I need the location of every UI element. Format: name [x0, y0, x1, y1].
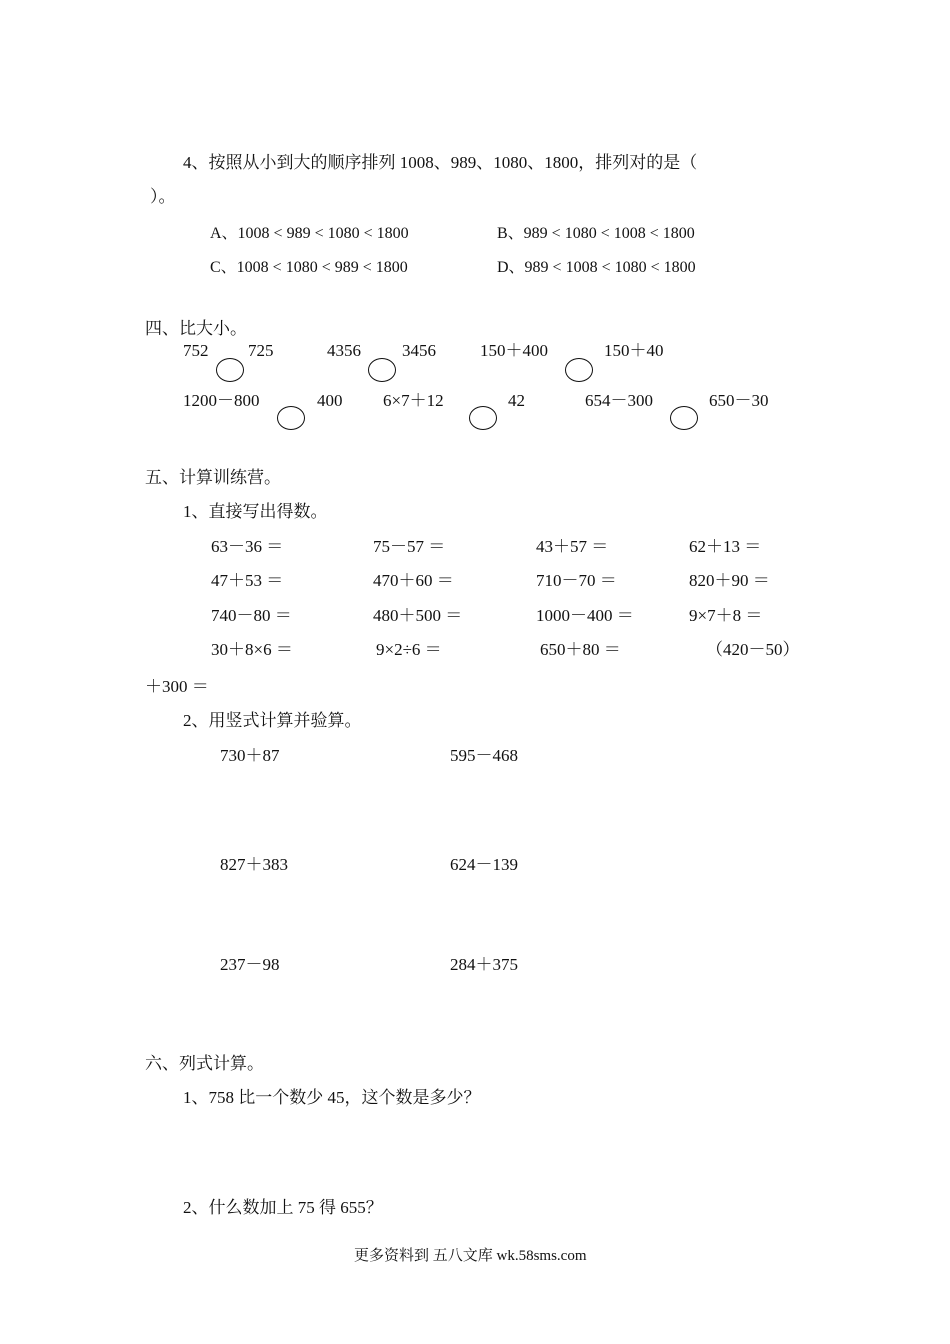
calc-item: （420－50）: [706, 640, 800, 659]
compare-left: 150＋400: [480, 341, 548, 360]
section5-title: 五、计算训练营。: [145, 468, 281, 487]
compare-left: 6×7＋12: [383, 391, 444, 410]
calc-item: 9×2÷6 ＝: [376, 640, 442, 659]
calc-item: 43＋57 ＝: [536, 537, 609, 556]
compare-right: 725: [248, 341, 274, 360]
vertical-calc-item: 284＋375: [450, 955, 518, 974]
calc-item: 470＋60 ＝: [373, 571, 454, 590]
compare-left: 654－300: [585, 391, 653, 410]
section5-sub1: 1、直接写出得数。: [183, 502, 328, 521]
compare-answer-circle[interactable]: [469, 406, 497, 430]
calc-item: 480＋500 ＝: [373, 606, 463, 625]
compare-answer-circle[interactable]: [277, 406, 305, 430]
vertical-calc-item: 730＋87: [220, 746, 280, 765]
calc-item: 62＋13 ＝: [689, 537, 762, 556]
section5-sub2: 2、用竖式计算并验算。: [183, 711, 362, 730]
compare-answer-circle[interactable]: [368, 358, 396, 382]
compare-answer-circle[interactable]: [670, 406, 698, 430]
compare-right: 150＋40: [604, 341, 664, 360]
calc-item: 30＋8×6 ＝: [211, 640, 293, 659]
calc-item: 740－80 ＝: [211, 606, 292, 625]
calc-item: 47＋53 ＝: [211, 571, 284, 590]
q4-option-b: B、989 < 1080 < 1008 < 1800: [497, 225, 695, 242]
q4-stem-line1: 4、按照从小到大的顺序排列 1008、989、1080、1800，排列对的是（: [183, 153, 698, 172]
compare-right: 650－30: [709, 391, 769, 410]
calc-item: 75－57 ＝: [373, 537, 446, 556]
q4-option-a: A、1008 < 989 < 1080 < 1800: [210, 225, 409, 242]
q4-option-d: D、989 < 1008 < 1080 < 1800: [497, 259, 696, 276]
q4-stem-line2: ）。: [150, 187, 176, 206]
section4-title: 四、比大小。: [145, 319, 247, 338]
vertical-calc-item: 624－139: [450, 855, 518, 874]
q4-option-c: C、1008 < 1080 < 989 < 1800: [210, 259, 408, 276]
section6-title: 六、列式计算。: [145, 1054, 264, 1073]
compare-right: 400: [317, 391, 343, 410]
page-footer: 更多资料到 五八文库 wk.58sms.com: [354, 1248, 587, 1264]
vertical-calc-item: 237－98: [220, 955, 280, 974]
compare-answer-circle[interactable]: [216, 358, 244, 382]
calc-item: 9×7＋8 ＝: [689, 606, 763, 625]
compare-answer-circle[interactable]: [565, 358, 593, 382]
word-problem-1: 1、758 比一个数少 45，这个数是多少？: [183, 1088, 481, 1107]
compare-left: 4356: [327, 341, 361, 360]
word-problem-2: 2、什么数加上 75 得 655？: [183, 1198, 383, 1217]
calc-item: 820＋90 ＝: [689, 571, 770, 590]
vertical-calc-item: 595－468: [450, 746, 518, 765]
vertical-calc-item: 827＋383: [220, 855, 288, 874]
compare-right: 42: [508, 391, 525, 410]
calc-item: 710－70 ＝: [536, 571, 617, 590]
calc-item: 1000－400 ＝: [536, 606, 634, 625]
compare-right: 3456: [402, 341, 436, 360]
calc-item-wrap: ＋300 ＝: [145, 677, 209, 696]
calc-item: 650＋80 ＝: [540, 640, 621, 659]
calc-item: 63－36 ＝: [211, 537, 284, 556]
compare-left: 1200－800: [183, 391, 260, 410]
compare-left: 752: [183, 341, 209, 360]
